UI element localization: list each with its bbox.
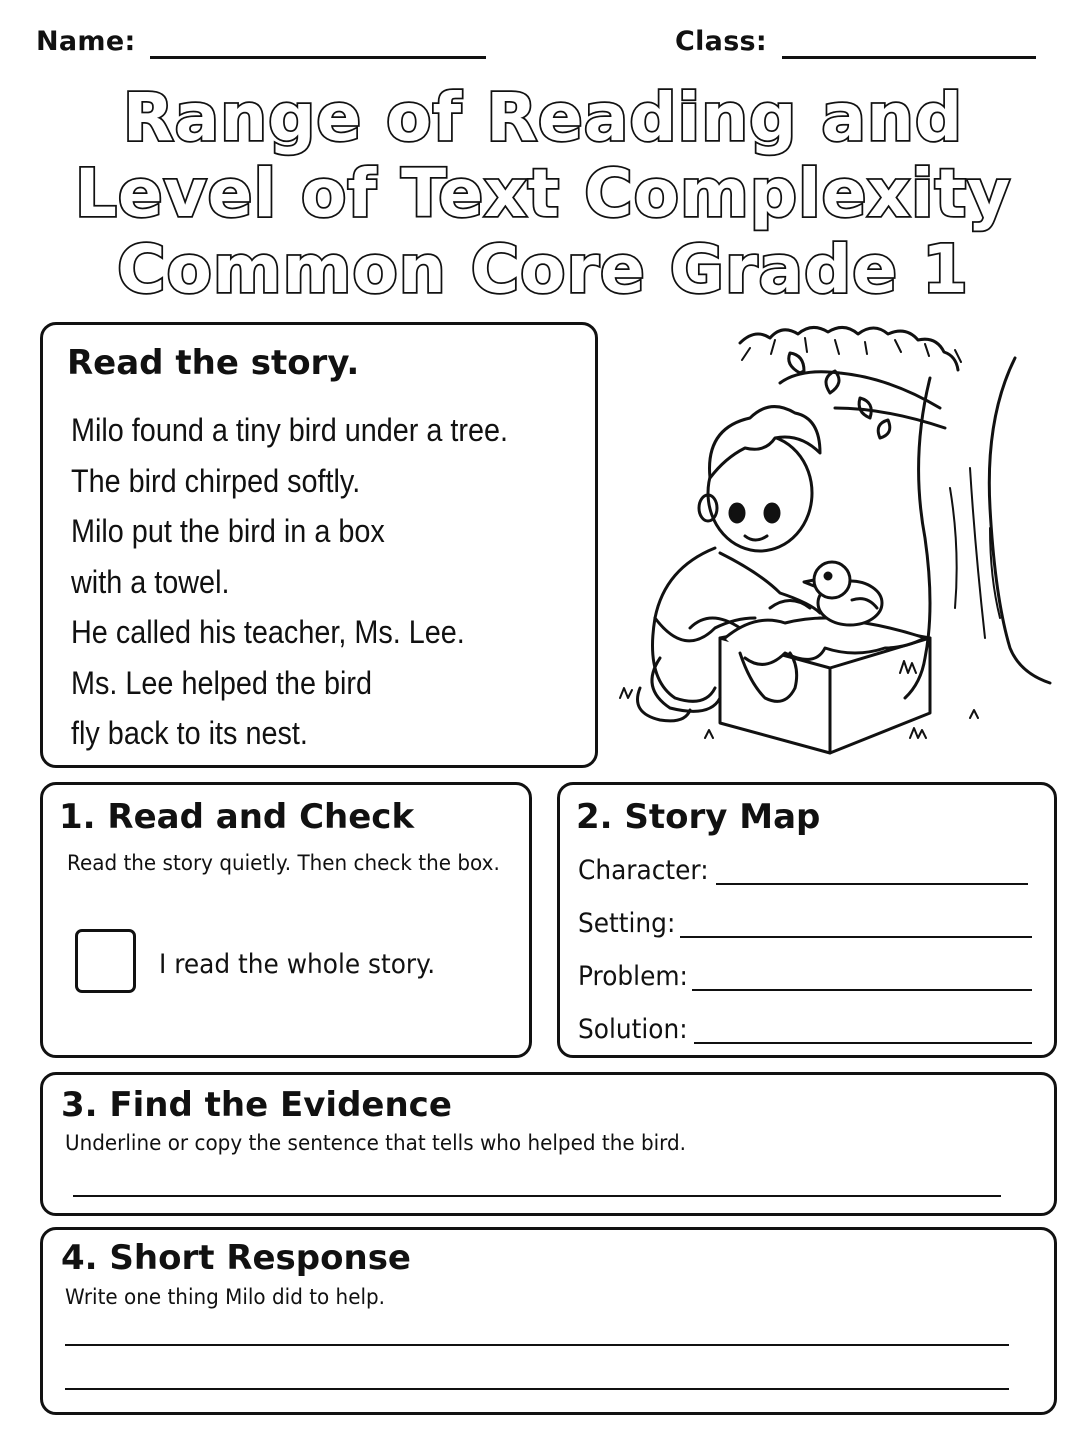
response-write-line-1[interactable] (65, 1344, 1009, 1346)
problem-write-line[interactable] (692, 989, 1032, 991)
evidence-write-line[interactable] (73, 1195, 1001, 1197)
story-line: Milo found a tiny bird under a tree. (71, 412, 509, 448)
character-write-line[interactable] (716, 883, 1028, 885)
story-text (71, 405, 557, 759)
story-line: The bird chirped softly. (71, 462, 361, 499)
find-evidence-box (40, 1072, 1057, 1216)
title-line-2: Level of Text Complexity (74, 155, 1012, 232)
name-write-line[interactable] (150, 56, 486, 59)
class-label: Class: (675, 26, 768, 57)
story-box (40, 322, 598, 768)
story-map-box (557, 782, 1057, 1058)
checkbox-label: I read the whole story. (159, 949, 436, 980)
section4-instruction: Write one thing Milo did to help. (65, 1285, 386, 1309)
boy-bird-tree-illustration-icon (600, 318, 1080, 758)
story-line: Milo put the bird in a box (71, 513, 385, 549)
story-heading: Read the story. (67, 343, 360, 383)
section1-title: 1. Read and Check (59, 797, 415, 837)
story-line: He called his teacher, Ms. Lee. (71, 614, 465, 650)
story-line: with a towel. (71, 563, 230, 600)
section3-instruction: Underline or copy the sentence that tells who helped the bird. (65, 1131, 687, 1155)
name-label: Name: (36, 26, 136, 57)
section4-title: 4. Short Response (61, 1238, 411, 1278)
response-write-line-2[interactable] (65, 1388, 1009, 1390)
section2-title: 2. Story Map (576, 797, 821, 837)
class-write-line[interactable] (782, 56, 1036, 59)
character-label: Character: (578, 855, 709, 886)
read-and-check-box (40, 782, 532, 1058)
solution-label: Solution: (578, 1014, 688, 1045)
setting-label: Setting: (578, 908, 676, 939)
title-line-1: Range of Reading and (122, 79, 964, 156)
solution-write-line[interactable] (694, 1042, 1032, 1044)
read-checkbox[interactable] (75, 929, 136, 993)
title-line-3: Common Core Grade 1 (117, 231, 969, 308)
story-line: Ms. Lee helped the bird (71, 664, 372, 701)
problem-label: Problem: (578, 961, 688, 992)
section1-instruction: Read the story quietly. Then check the box. (67, 851, 500, 875)
short-response-box (40, 1227, 1057, 1415)
section3-title: 3. Find the Evidence (61, 1085, 452, 1125)
setting-write-line[interactable] (680, 936, 1032, 938)
story-line: fly back to its nest. (71, 715, 308, 751)
